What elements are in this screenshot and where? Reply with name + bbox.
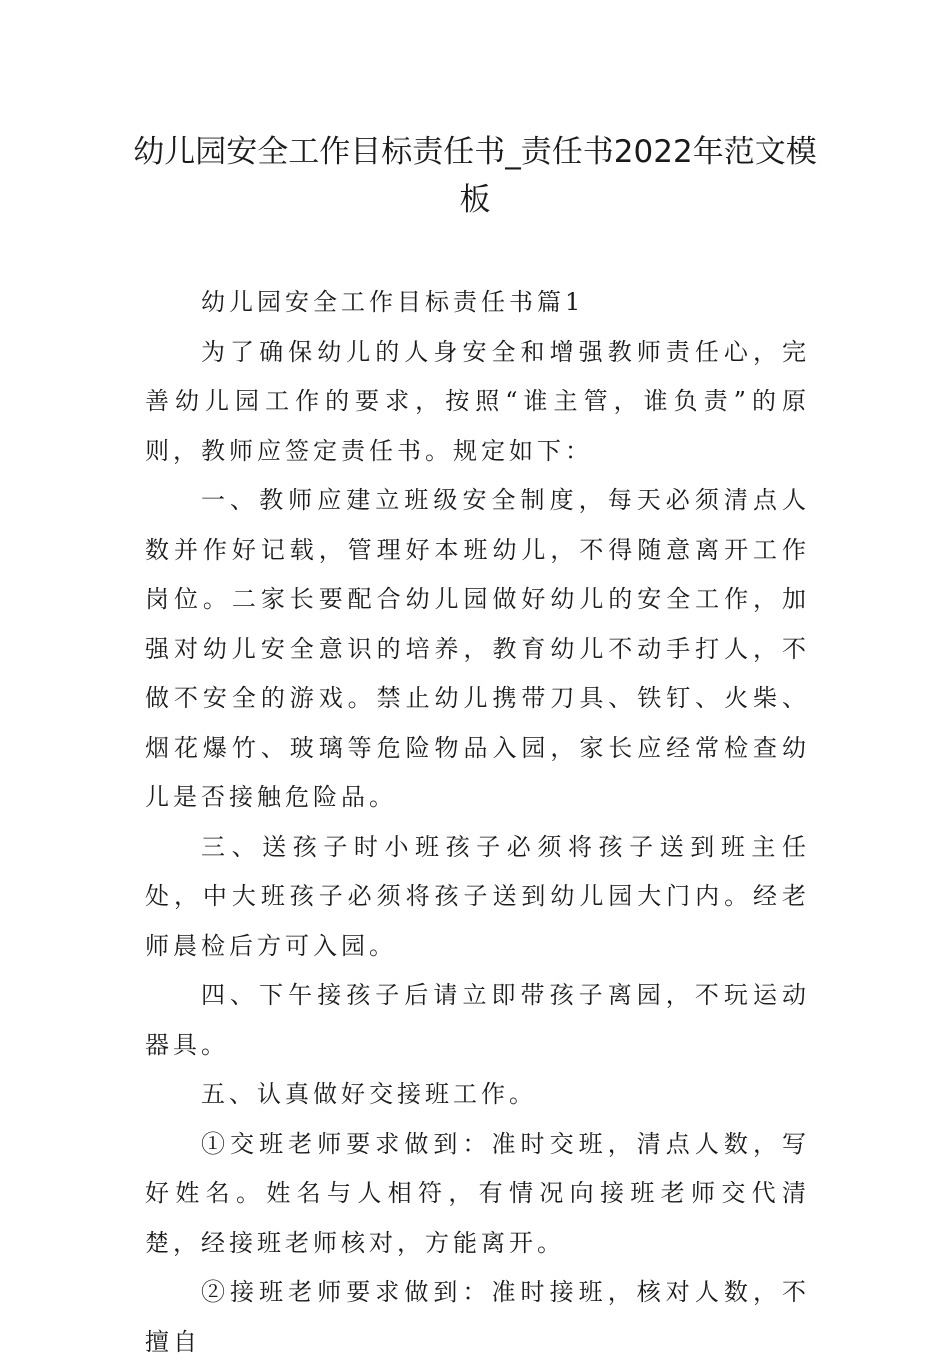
intro-paragraph: 为了确保幼儿的人身安全和增强教师责任心，完善幼儿园工作的要求，按照“谁主管，谁负责”的原则，教师应签定责任书。规定如下： xyxy=(145,337,810,465)
paragraph-handover-1: ①交班老师要求做到：准时交班，清点人数，写好姓名。姓名与人相符，有情况向接班老师交代清楚，经接班老师核对，方能离开。 xyxy=(145,1129,810,1257)
paragraph-rule-4: 四、下午接孩子后请立即带孩子离园，不玩运动器具。 xyxy=(145,981,810,1059)
section-heading: 幼儿园安全工作目标责任书篇1 xyxy=(201,288,585,316)
paragraph-handover-2: ②接班老师要求做到：准时接班，核对人数，不擅自 xyxy=(145,1278,810,1356)
document-body xyxy=(145,278,810,1367)
paragraph-rule-3: 三、送孩子时小班孩子必须将孩子送到班主任处，中大班孩子必须将孩子送到幼儿园大门内。经老师晨检后方可入园。 xyxy=(145,832,810,960)
document-title: 幼儿园安全工作目标责任书_责任书2022年范文模板 xyxy=(133,134,817,218)
paragraph-rule-5: 五、认真做好交接班工作。 xyxy=(201,1080,537,1108)
paragraph-rule-1: 一、教师应建立班级安全制度，每天必须清点人数并作好记载，管理好本班幼儿，不得随意离开工作岗位。二家长要配合幼儿园做好幼儿的安全工作，加强对幼儿安全意识的培养，教育幼儿不动手打人，不做不安全的游戏。禁止幼儿携带刀具、铁钉、火柴、烟花爆竹、玻璃等危险物品入园，家长应经常检查幼儿是否接触危险品。 xyxy=(145,486,810,811)
